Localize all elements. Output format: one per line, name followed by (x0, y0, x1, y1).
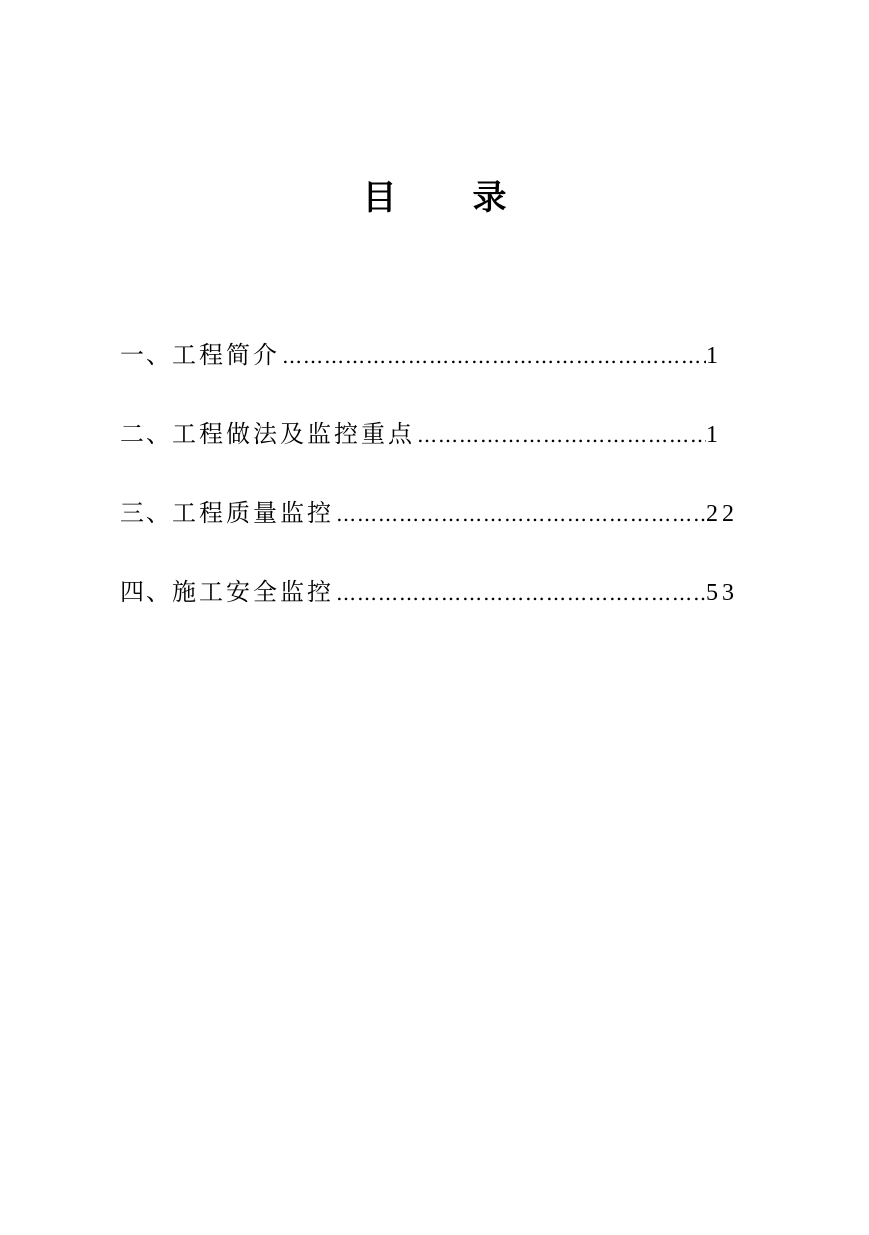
toc-dot-leader (280, 336, 706, 376)
toc-entry-number: 一、 (120, 341, 172, 369)
toc-dot-leader (415, 415, 706, 455)
toc-page-number: 22 (706, 501, 738, 527)
toc-page-number: 53 (706, 580, 738, 606)
toc-entry-title: 工程简介 (172, 341, 280, 369)
toc-entry-1[interactable] (120, 335, 722, 375)
toc-entry-title: 工程质量监控 (172, 499, 334, 527)
title-char-2: 录 (472, 178, 507, 218)
toc-entry-4[interactable] (120, 572, 738, 612)
toc-dot-leader (334, 494, 706, 534)
table-of-contents (120, 335, 738, 651)
title-char-1: 目 (362, 178, 397, 218)
toc-entry-number: 四、 (120, 578, 172, 606)
toc-page-number: 1 (706, 343, 722, 369)
toc-entry-2[interactable] (120, 414, 722, 454)
page-title (0, 176, 869, 220)
toc-dot-leader (334, 573, 706, 613)
toc-entry-title: 工程做法及监控重点 (172, 420, 415, 448)
toc-entry-3[interactable] (120, 493, 738, 533)
toc-entry-number: 二、 (120, 420, 172, 448)
toc-page-number: 1 (706, 422, 722, 448)
toc-entry-title: 施工安全监控 (172, 578, 334, 606)
toc-entry-number: 三、 (120, 499, 172, 527)
